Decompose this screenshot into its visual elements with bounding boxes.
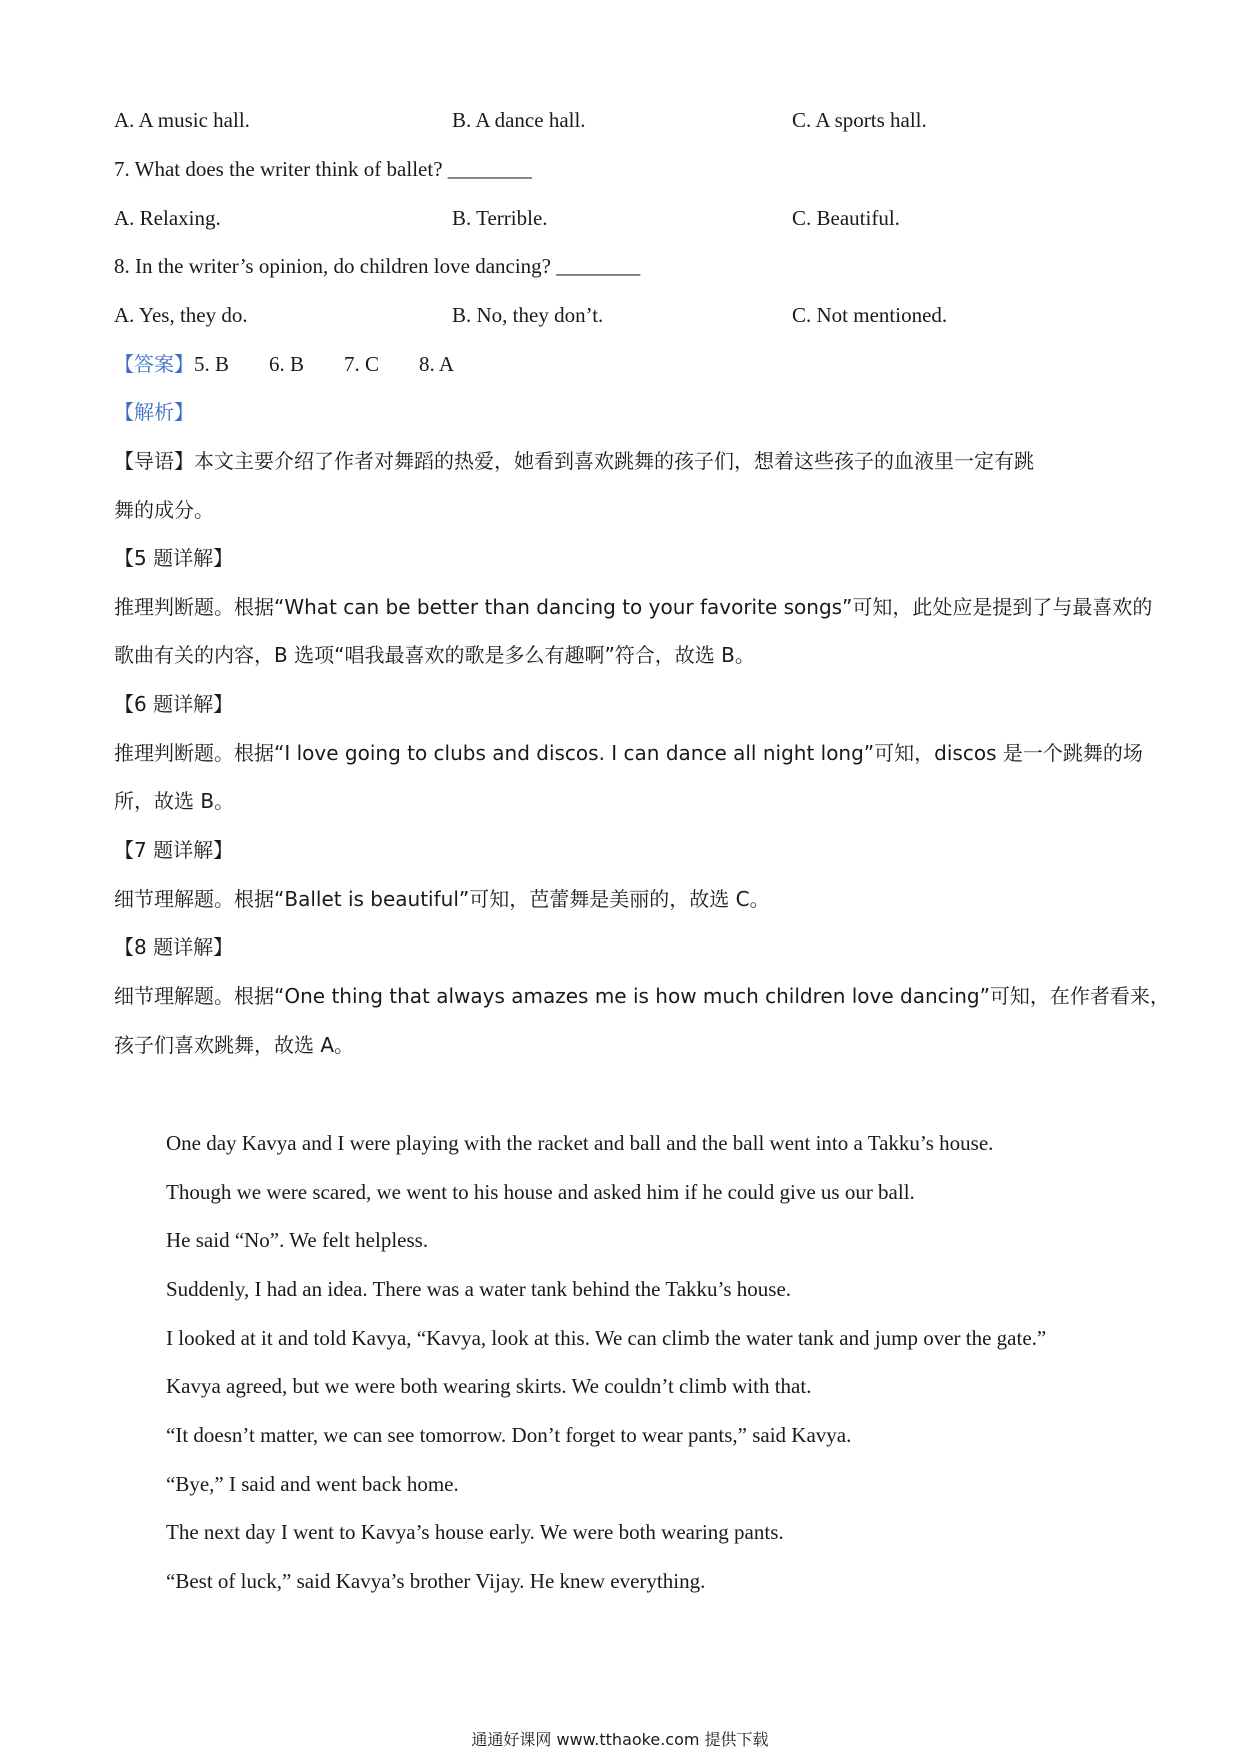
passage-line: “Bye,” I said and went back home. (166, 1472, 459, 1496)
intro-line-1: 【导语】本文主要介绍了作者对舞蹈的热爱，她看到喜欢跳舞的孩子们，想着这些孩子的血液里一定有跳 (114, 449, 1034, 473)
explanation-6-title: 【6 题详解】 (114, 692, 234, 716)
q7-option-a: A. Relaxing. (114, 206, 221, 230)
q6-option-a: A. A music hall. (114, 108, 250, 132)
q8-question: 8. In the writer’s opinion, do children love dancing? ________ (114, 254, 641, 278)
passage-line: The next day I went to Kavya’s house early. We were both wearing pants. (166, 1520, 784, 1544)
passage-line: Kavya agreed, but we were both wearing skirts. We couldn’t climb with that. (166, 1374, 812, 1398)
q6-option-c: C. A sports hall. (792, 108, 927, 132)
q8-option-c: C. Not mentioned. (792, 303, 948, 327)
intro-line-2: 舞的成分。 (114, 498, 214, 522)
passage-line: “Best of luck,” said Kavya’s brother Vijay. He knew everything. (166, 1569, 706, 1593)
q7-question: 7. What does the writer think of ballet? ________ (114, 157, 532, 181)
analysis-label: 【解析】 (114, 400, 194, 424)
explanation-5-line-1: 推理判断题。根据“What can be better than dancing to your favorite songs”可知，此处应是提到了与最喜欢的 (114, 595, 1153, 619)
q8-option-b: B. No, they don’t. (452, 303, 604, 327)
explanation-5-line-2: 歌曲有关的内容，B 选项“唱我最喜欢的歌是多么有趣啊”符合，故选 B。 (114, 643, 755, 667)
explanation-6-line-1: 推理判断题。根据“I love going to clubs and discos. I can dance all night long”可知，discos 是一个跳舞的场 (114, 741, 1143, 765)
answer-row (114, 352, 494, 376)
passage-line: Suddenly, I had an idea. There was a water tank behind the Takku’s house. (166, 1277, 792, 1301)
explanation-8-line-1: 细节理解题。根据“One thing that always amazes me is how much children love dancing”可知，在作者看来， (114, 984, 1170, 1008)
explanation-5-title: 【5 题详解】 (114, 546, 234, 570)
explanation-7-title: 【7 题详解】 (114, 838, 234, 862)
q7-option-c: C. Beautiful. (792, 206, 900, 230)
q8-option-a: A. Yes, they do. (114, 303, 248, 327)
answer-item: 5. B (194, 352, 230, 376)
explanation-8-line-2: 孩子们喜欢跳舞，故选 A。 (114, 1033, 355, 1057)
answer-item: 8. A (419, 352, 455, 376)
passage-line: I looked at it and told Kavya, “Kavya, look at this. We can climb the water tank and jump over the gate.” (166, 1326, 1047, 1350)
passage-line: One day Kavya and I were playing with the racket and ball and the ball went into a Takku’s house. (166, 1131, 994, 1155)
passage-line: He said “No”. We felt helpless. (166, 1228, 429, 1252)
answer-item: 6. B (269, 352, 305, 376)
passage-line: Though we were scared, we went to his house and asked him if he could give us our ball. (166, 1180, 915, 1204)
page-footer: 通通好课网 www.tthaoke.com 提供下载 (471, 1730, 769, 1749)
q6-option-b: B. A dance hall. (452, 108, 586, 132)
explanation-7-line-1: 细节理解题。根据“Ballet is beautiful”可知，芭蕾舞是美丽的，故选 C。 (114, 887, 770, 911)
passage-line: “It doesn’t matter, we can see tomorrow. Don’t forget to wear pants,” said Kavya. (166, 1423, 852, 1447)
answer-item: 7. C (344, 352, 380, 376)
explanation-6-line-2: 所，故选 B。 (114, 789, 235, 813)
explanation-8-title: 【8 题详解】 (114, 935, 234, 959)
q7-option-b: B. Terrible. (452, 206, 548, 230)
answer-label: 【答案】 (114, 352, 194, 376)
